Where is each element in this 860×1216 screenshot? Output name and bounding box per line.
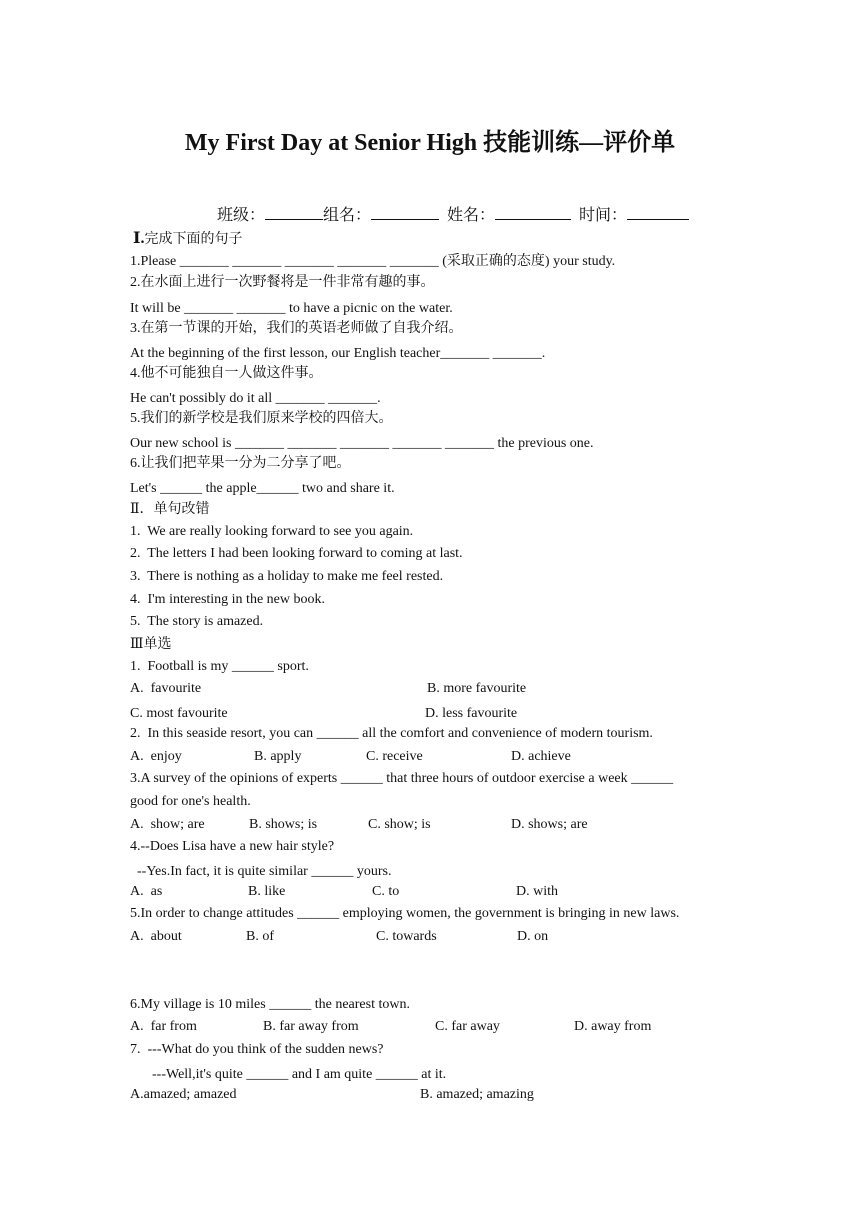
q3-option-c[interactable]: C. show; is — [368, 817, 431, 832]
s1-item4-cn: 4.他不可能独自一人做这件事。 — [130, 366, 323, 381]
s1-item5-en: Our new school is _______ _______ _______ _______ _______ the previous one. — [130, 436, 594, 451]
s2-item2: 2. The letters I had been looking forward to coming at last. — [130, 546, 463, 561]
q4-option-c[interactable]: C. to — [372, 884, 400, 899]
q3-stem: 3.A survey of the opinions of experts ______ that three hours of outdoor exercise a week ______ — [130, 771, 674, 786]
s1-item1: 1.Please _______ _______ _______ _______ _______ (采取正确的态度) your study. — [130, 254, 616, 269]
q7-option-b[interactable]: B. amazed; amazing — [420, 1087, 534, 1102]
group-blank[interactable] — [371, 204, 439, 220]
q1-option-d[interactable]: D. less favourite — [425, 706, 518, 721]
page-title: My First Day at Senior High 技能训练—评价单 — [184, 130, 676, 156]
s1-item5-cn: 5.我们的新学校是我们原来学校的四倍大。 — [130, 411, 393, 426]
q5-option-a[interactable]: A. about — [130, 929, 182, 944]
q5-option-b[interactable]: B. of — [246, 929, 274, 944]
q1-option-a[interactable]: A. favourite — [130, 681, 202, 696]
time-label: 时间： — [579, 207, 628, 224]
q1-option-b[interactable]: B. more favourite — [427, 681, 527, 696]
name-blank[interactable] — [495, 204, 571, 220]
class-blank[interactable] — [265, 204, 323, 220]
q5-option-c[interactable]: C. towards — [376, 929, 437, 944]
s1-item3-cn: 3.在第一节课的开始，我们的英语老师做了自我介绍。 — [130, 321, 463, 336]
q7-option-a[interactable]: A.amazed; amazed — [130, 1087, 237, 1102]
q5-stem: 5.In order to change attitudes ______ employing women, the government is bringing in new laws. — [130, 906, 680, 921]
q6-option-c[interactable]: C. far away — [435, 1019, 500, 1034]
section3-heading: Ⅲ单选 — [130, 637, 172, 652]
q4-option-d[interactable]: D. with — [516, 884, 558, 899]
q1-stem: 1. Football is my ______ sport. — [130, 659, 309, 674]
s1-item4-en: He can't possibly do it all _______ _______. — [130, 391, 381, 406]
section1-heading: Ⅰ.完成下面的句子 — [133, 230, 243, 247]
q6-stem: 6.My village is 10 miles ______ the nearest town. — [130, 997, 410, 1012]
section2-heading: Ⅱ．单句改错 — [130, 502, 210, 517]
q4-stem: 4.--Does Lisa have a new hair style? — [130, 839, 335, 854]
s1-item3-en: At the beginning of the first lesson, our English teacher_______ _______. — [130, 346, 546, 361]
s1-item6-en: Let's ______ the apple______ two and share it. — [130, 481, 395, 496]
q7-stem: 7. ---What do you think of the sudden news? — [130, 1042, 384, 1057]
q4-option-a[interactable]: A. as — [130, 884, 163, 899]
q6-option-b[interactable]: B. far away from — [263, 1019, 359, 1034]
name-label: 姓名： — [447, 207, 496, 224]
q2-option-b[interactable]: B. apply — [254, 749, 302, 764]
q3-stem-cont: good for one's health. — [130, 794, 251, 809]
q2-option-c[interactable]: C. receive — [366, 749, 423, 764]
time-blank[interactable] — [627, 204, 689, 220]
q3-option-d[interactable]: D. shows; are — [511, 817, 588, 832]
s1-item6-cn: 6.让我们把苹果一分为二分享了吧。 — [130, 456, 351, 471]
q1-option-c[interactable]: C. most favourite — [130, 706, 228, 721]
s2-item3: 3. There is nothing as a holiday to make me feel rested. — [130, 569, 444, 584]
q6-option-a[interactable]: A. far from — [130, 1019, 197, 1034]
q4-stem-cont: --Yes.In fact, it is quite similar ______ yours. — [130, 864, 392, 879]
q3-option-a[interactable]: A. show; are — [130, 817, 205, 832]
q2-option-a[interactable]: A. enjoy — [130, 749, 182, 764]
group-label: 组名： — [323, 207, 372, 224]
s1-item2-cn: 2.在水面上进行一次野餐将是一件非常有趣的事。 — [130, 275, 435, 290]
s2-item1: 1. We are really looking forward to see you again. — [130, 524, 414, 539]
q3-option-b[interactable]: B. shows; is — [249, 817, 318, 832]
class-label: 班级： — [217, 207, 266, 224]
q5-option-d[interactable]: D. on — [517, 929, 549, 944]
q7-stem-cont: ---Well,it's quite ______ and I am quite ______ at it. — [152, 1067, 447, 1082]
s2-item5: 5. The story is amazed. — [130, 614, 264, 629]
q6-option-d[interactable]: D. away from — [574, 1019, 652, 1034]
student-info-line — [217, 204, 689, 226]
s1-item2-en: It will be _______ _______ to have a picnic on the water. — [130, 301, 453, 316]
s2-item4: 4. I'm interesting in the new book. — [130, 592, 325, 607]
q4-option-b[interactable]: B. like — [248, 884, 286, 899]
q2-option-d[interactable]: D. achieve — [511, 749, 571, 764]
q2-stem: 2. In this seaside resort, you can ______ all the comfort and convenience of modern tourism. — [130, 726, 653, 741]
